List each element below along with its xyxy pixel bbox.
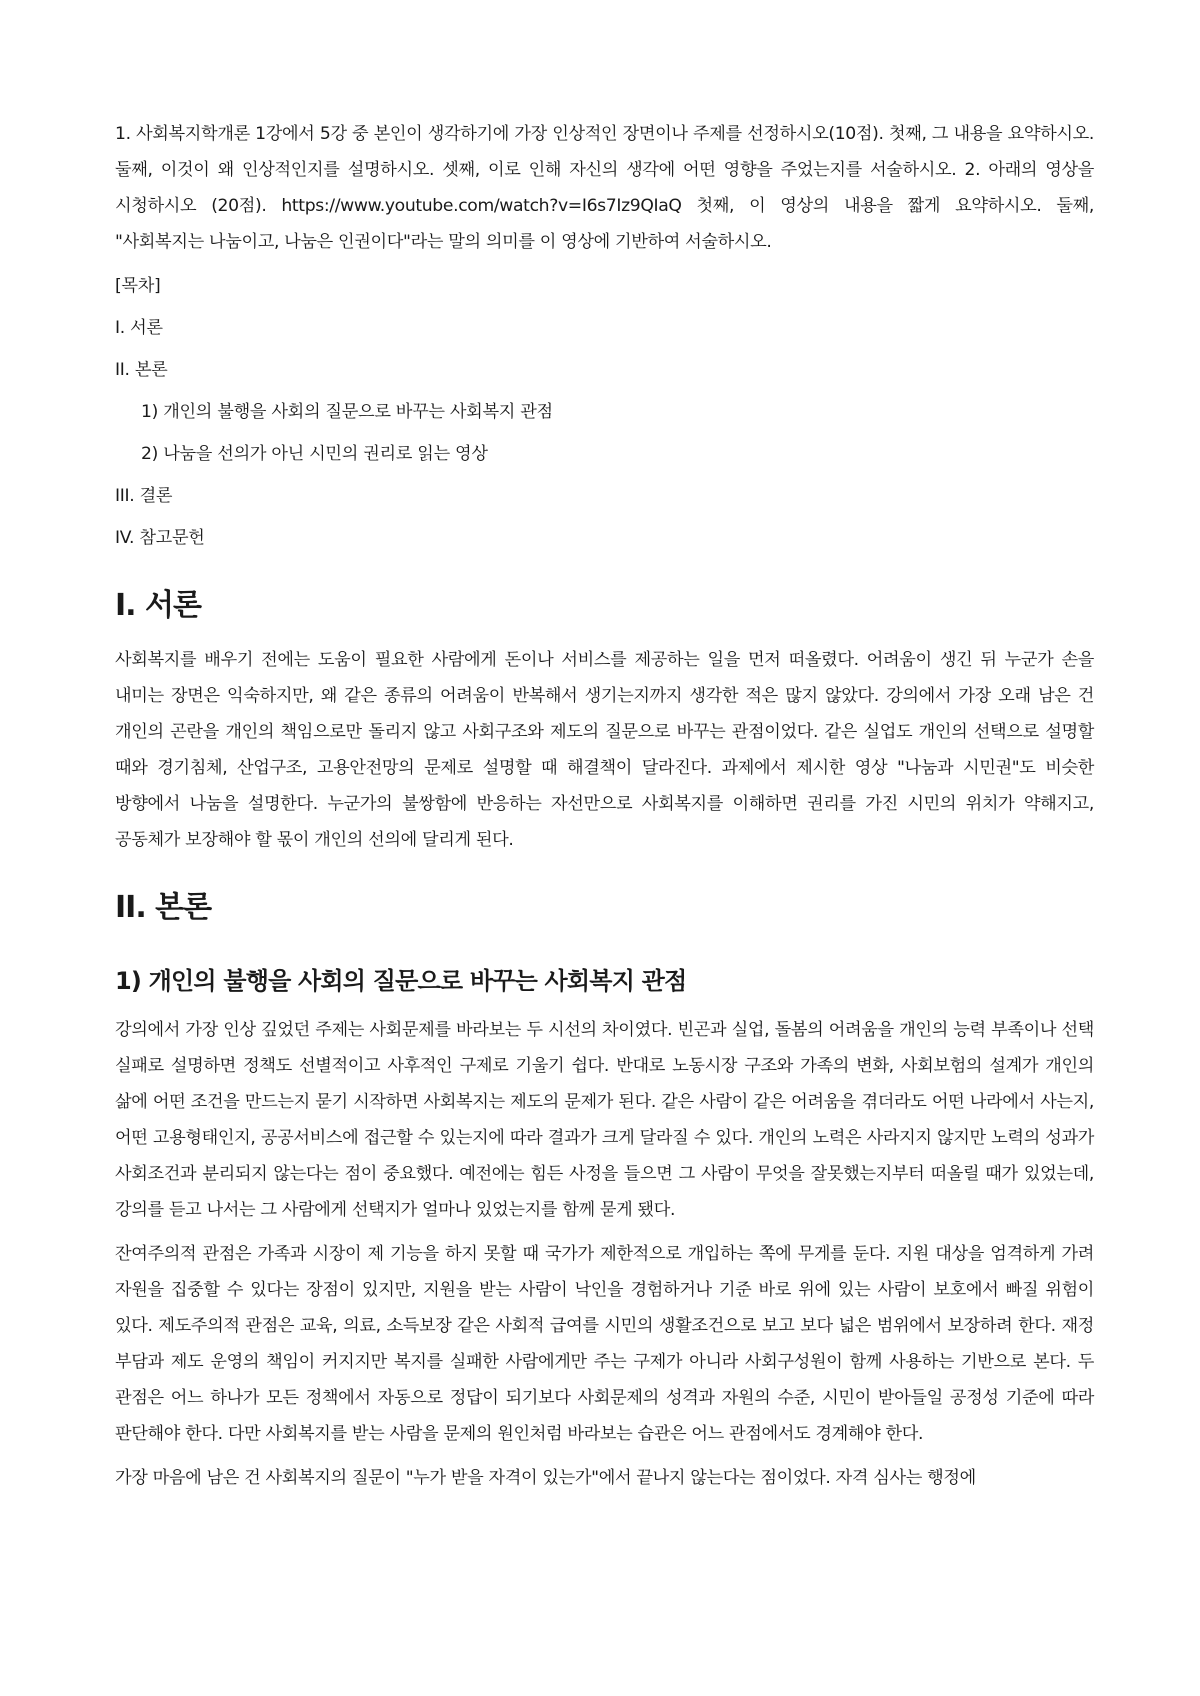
body-paragraph-3: 가장 마음에 남은 건 사회복지의 질문이 "누가 받을 자격이 있는가"에서 끝나지 않는다는 점이었다. 자격 심사는 행정에 (115, 1468, 976, 1488)
section-heading-intro: I. 서론 (115, 588, 201, 623)
toc-subitem-2: 2) 나눔을 선의가 아닌 시민의 권리로 읽는 영상 (141, 444, 488, 464)
toc-item-body: II. 본론 (115, 360, 168, 380)
toc-subitem-1: 1) 개인의 불행을 사회의 질문으로 바꾸는 사회복지 관점 (141, 402, 553, 422)
subsection-heading-1: 1) 개인의 불행을 사회의 질문으로 바꾸는 사회복지 관점 (115, 967, 687, 995)
toc-item-references: IV. 참고문헌 (115, 528, 205, 548)
toc-item-intro: I. 서론 (115, 318, 163, 338)
assignment-prompt: 1. 사회복지학개론 1강에서 5강 중 본인이 생각하기에 가장 인상적인 장면이나 주제를 선정하시오(10점). 첫째, 그 내용을 요약하시오. 둘째, 이것이 왜 인상적인지를 설명하시오. 셋째, 이로 인해 자신의 생각에 어떤 영향을 주었는지를 서술하시오. 2. 아래의 영상을 시청하시오 (20점). https://www.youtube.com/watch?v=I6s7Iz9QIaQ 첫째, 이 영상의 내용을 짧게 요약하시오. 둘째, "사회복지는 나눔이고, 나눔은 인권이다"라는 말의 의미를 이 영상에 기반하여 서술하시오. (115, 124, 1094, 252)
toc-title: [목차] (115, 276, 161, 296)
section-heading-body: II. 본론 (115, 890, 212, 925)
body-paragraph-2: 잔여주의적 관점은 가족과 시장이 제 기능을 하지 못할 때 국가가 제한적으로 개입하는 쪽에 무게를 둔다. 지원 대상을 엄격하게 가려 자원을 집중할 수 있다는 장점이 있지만, 지원을 받는 사람이 낙인을 경험하거나 기준 바로 위에 있는 사람이 보호에서 빠질 위험이 있다. 제도주의적 관점은 교육, 의료, 소득보장 같은 사회적 급여를 시민의 생활조건으로 보고 보다 넓은 범위에서 보장하려 한다. 재정 부담과 제도 운영의 책임이 커지지만 복지를 실패한 사람에게만 주는 구제가 아니라 사회구성원이 함께 사용하는 기반으로 본다. 두 관점은 어느 하나가 모든 정책에서 자동으로 정답이 되기보다 사회문제의 성격과 자원의 수준, 시민이 받아들일 공정성 기준에 따라 판단해야 한다. 다만 사회복지를 받는 사람을 문제의 원인처럼 바라보는 습관은 어느 관점에서도 경계해야 한다. (115, 1244, 1094, 1444)
body-paragraph-1: 강의에서 가장 인상 깊었던 주제는 사회문제를 바라보는 두 시선의 차이였다. 빈곤과 실업, 돌봄의 어려움을 개인의 능력 부족이나 선택 실패로 설명하면 정책도 선별적이고 사후적인 구제로 기울기 쉽다. 반대로 노동시장 구조와 가족의 변화, 사회보험의 설계가 개인의 삶에 어떤 조건을 만드는지 묻기 시작하면 사회복지는 제도의 문제가 된다. 같은 사람이 같은 어려움을 겪더라도 어떤 나라에서 사는지, 어떤 고용형태인지, 공공서비스에 접근할 수 있는지에 따라 결과가 크게 달라질 수 있다. 개인의 노력은 사라지지 않지만 노력의 성과가 사회조건과 분리되지 않는다는 점이 중요했다. 예전에는 힘든 사정을 들으면 그 사람이 무엇을 잘못했는지부터 떠올릴 때가 있었는데, 강의를 듣고 나서는 그 사람에게 선택지가 얼마나 있었는지를 함께 묻게 됐다. (115, 1020, 1094, 1220)
toc-item-conclusion: III. 결론 (115, 486, 173, 506)
intro-paragraph: 사회복지를 배우기 전에는 도움이 필요한 사람에게 돈이나 서비스를 제공하는 일을 먼저 떠올렸다. 어려움이 생긴 뒤 누군가 손을 내미는 장면은 익숙하지만, 왜 같은 종류의 어려움이 반복해서 생기는지까지 생각한 적은 많지 않았다. 강의에서 가장 오래 남은 건 개인의 곤란을 개인의 책임으로만 돌리지 않고 사회구조와 제도의 질문으로 바꾸는 관점이었다. 같은 실업도 개인의 선택으로 설명할 때와 경기침체, 산업구조, 고용안전망의 문제로 설명할 때 해결책이 달라진다. 과제에서 제시한 영상 "나눔과 시민권"도 비슷한 방향에서 나눔을 설명한다. 누군가의 불쌍함에 반응하는 자선만으로 사회복지를 이해하면 권리를 가진 시민의 위치가 약해지고, 공동체가 보장해야 할 몫이 개인의 선의에 달리게 된다. (115, 650, 1094, 850)
table-of-contents (115, 268, 1094, 556)
